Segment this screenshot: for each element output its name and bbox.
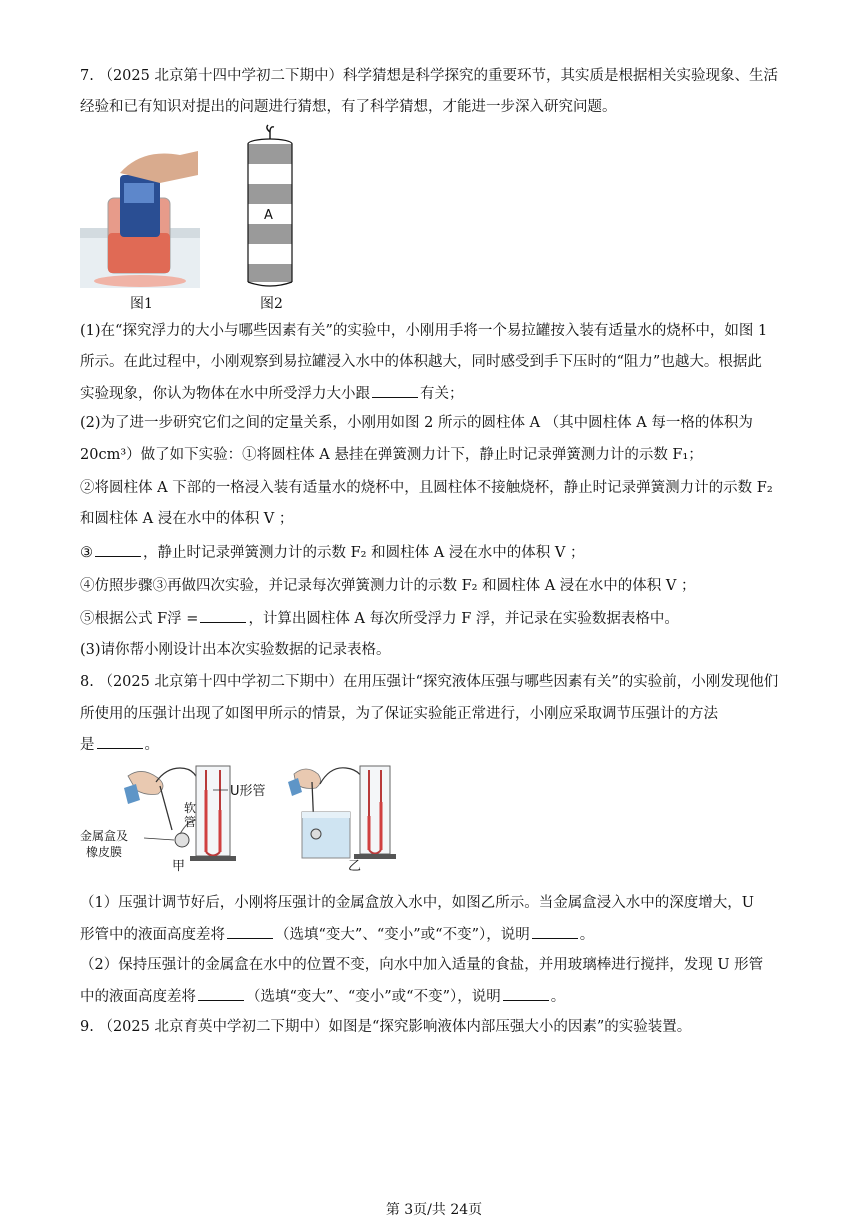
figure-2-caption: 图2 bbox=[260, 296, 283, 312]
page-footer: 第 3页/共 24页 bbox=[385, 1202, 483, 1218]
q8-line-1: 8. （2025 北京第十四中学初二下期中）在用压强计“探究液体压强与哪些因素有关”的实验前，小刚发现他们 bbox=[80, 674, 779, 690]
q8-line-3: 是 。 bbox=[80, 734, 159, 755]
q7-p2-line-4: 和圆柱体 A 浸在水中的体积 V ； bbox=[80, 511, 294, 527]
figure-pressure-gauges bbox=[80, 760, 400, 872]
answer-blank[interactable] bbox=[532, 924, 578, 939]
metal-box-label-2: 橡皮膜 bbox=[86, 845, 123, 859]
q7-p2-line-6: ④仿照步骤③再做四次实验，并记录每次弹簧测力计的示数 F₂ 和圆柱体 A 浸在水中的体积 V ； bbox=[80, 578, 696, 594]
answer-blank[interactable] bbox=[198, 986, 244, 1001]
q7-p2-line-7: ⑤根据公式 F浮 = ，计算出圆柱体 A 每次所受浮力 F 浮，并记录在实验数据表格中。 bbox=[80, 608, 679, 629]
q7-p2-line-5: ③ ，静止时记录弹簧测力计的示数 F₂ 和圆柱体 A 浸在水中的体积 V ； bbox=[80, 542, 584, 563]
figure-jia-label: 甲 bbox=[172, 859, 186, 872]
q8-s1-line-1: （1）压强计调节好后，小刚将压强计的金属盒放入水中，如图乙所示。当金属盒浸入水中的深度增大，U bbox=[80, 895, 754, 911]
figure-2-cylinder bbox=[240, 122, 300, 292]
figure-1-caption: 图1 bbox=[130, 296, 153, 312]
answer-blank[interactable] bbox=[95, 542, 141, 557]
cylinder-label-a: A bbox=[264, 208, 273, 223]
q7-p3: (3)请你帮小刚设计出本次实验数据的记录表格。 bbox=[80, 642, 391, 658]
q8-s2-line-2: 中的液面高度差将 （选填“变大”、“变小”或“不变”），说明 。 bbox=[80, 986, 565, 1007]
q7-p1-line-3: 实验现象，你认为物体在水中所受浮力大小跟 有关； bbox=[80, 383, 464, 404]
q7-line-2: 经验和已有知识对提出的问题进行猜想，有了科学猜想，才能进一步深入研究问题。 bbox=[80, 99, 617, 115]
answer-blank[interactable] bbox=[372, 383, 418, 398]
answer-blank[interactable] bbox=[97, 734, 143, 749]
tube-label-1: 软 bbox=[184, 801, 197, 815]
q7-p1-line-1: (1)在“探究浮力的大小与哪些因素有关”的实验中，小刚用手将一个易拉罐按入装有适量水的烧杯中，如图 1 bbox=[80, 323, 768, 339]
q7-p2-line-2: 20cm³）做了如下实验：①将圆柱体 A 悬挂在弹簧测力计下，静止时记录弹簧测力计的示数 F₁； bbox=[80, 447, 703, 463]
q8-s2-line-1: （2）保持压强计的金属盒在水中的位置不变，向水中加入适量的食盐，并用玻璃棒进行搅拌，发现 U 形管 bbox=[80, 957, 764, 973]
answer-blank[interactable] bbox=[200, 608, 246, 623]
u-tube-label: U形管 bbox=[230, 784, 266, 799]
answer-blank[interactable] bbox=[227, 924, 273, 939]
q7-p2-line-1: (2)为了进一步研究它们之间的定量关系，小刚用如图 2 所示的圆柱体 A （其中圆柱体 A 每一格的体积为 bbox=[80, 415, 753, 431]
q8-s1-line-2: 形管中的液面高度差将 （选填“变大”、“变小”或“不变”），说明 。 bbox=[80, 924, 594, 945]
metal-box-label-1: 金属盒及 bbox=[80, 829, 129, 843]
figure-yi-label: 乙 bbox=[348, 859, 362, 872]
q7-p1-line-2: 所示。在此过程中，小刚观察到易拉罐浸入水中的体积越大，同时感受到手下压时的“阻力”也越大。根据此 bbox=[80, 354, 762, 370]
figure-1-photo bbox=[80, 143, 200, 288]
tube-label-2: 管 bbox=[184, 815, 197, 829]
q7-p2-line-3: ②将圆柱体 A 下部的一格浸入装有适量水的烧杯中，且圆柱体不接触烧杯，静止时记录弹簧测力计的示数 F₂ bbox=[80, 480, 773, 496]
answer-blank[interactable] bbox=[503, 986, 549, 1001]
q9-line-1: 9. （2025 北京育英中学初二下期中）如图是“探究影响液体内部压强大小的因素”的实验装置。 bbox=[80, 1019, 692, 1035]
q7-line-1: 7. （2025 北京第十四中学初二下期中）科学猜想是科学探究的重要环节，其实质是根据相关实验现象、生活 bbox=[80, 68, 778, 84]
q8-line-2: 所使用的压强计出现了如图甲所示的情景，为了保证实验能正常进行，小刚应采取调节压强计的方法 bbox=[80, 706, 718, 722]
